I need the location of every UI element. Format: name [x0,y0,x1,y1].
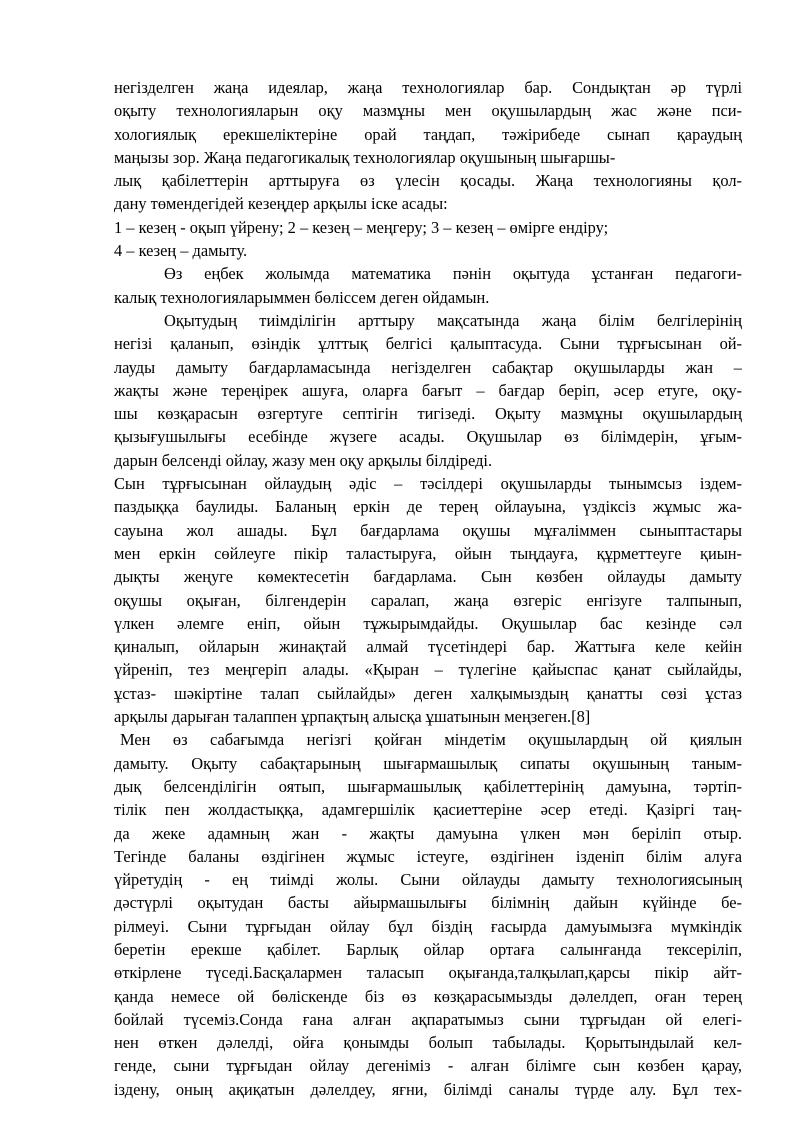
text-line: үлкен әлемге еніп, ойын тұжырымдайды. Оқушылар бас кезінде сәл [114,613,742,633]
text-line: лық қабілеттерін арттыруға өз үлесін қосады. Жаңа технологияны қол- [114,171,742,191]
text-line: нен өткен дәлелді, ойға қонымды болып табылады. Қорытындылай кел- [114,1033,742,1053]
text-line: Сын тұрғысынан ойлаудың әдіс – тәсілдері оқушыларды тынымсыз іздем- [114,474,742,494]
text-line: оқушы оқыған, білгендерін саралап, жаңа өзгеріс енгізуге талпынып, [114,590,742,610]
text-line: іздену, оның ақиқатын дәлелдеу, яғни, білімді саналы түрде алу. Бұл тех- [114,1079,742,1099]
text-line: дәстүрлі оқытудан басты айырмашылығы білімнің дайын күйінде бе- [114,893,742,913]
text-line: үйреніп, тез меңгеріп алады. «Қыран – түлегіне қайыспас қанат сыйлайды, [114,660,742,680]
text-line: ұстаз- шәкіртіне талап сыйлайды» деген халқымыздың қанатты сөзі ұстаз [114,683,742,703]
document-page [114,76,742,1101]
text-line: дықты жеңуге көмектесетін бағдарлама. Сын көзбен ойлауды дамыту [114,567,742,587]
text-line: қанда немесе ой бөліскенде біз өз көзқарасымызды дәлелдеп, оған терең [114,986,742,1006]
text-line: бойлай түсеміз.Сонда ғана алған ақпаратымыз сыни тұрғыдан ой елегі- [114,1009,742,1029]
text-line: сауына жол ашады. Бұл бағдарлама оқушы мұғаліммен сыныптастары [114,520,742,540]
text-line: үйретудің - ең тиімді жолы. Сыни ойлауды дамыту технологиясының [114,870,742,890]
text-line: хологиялық ерекшеліктеріне орай таңдап, тәжірибеде сынап қараудың [114,124,742,144]
text-line: өткірлене түседі.Басқалармен таласып оқығанда,талқылап,қарсы пікір айт- [114,963,742,983]
text-line: оқыту технологияларын оқу мазмұны мен оқушылардың жас және пси- [114,101,742,121]
text-line: дық белсенділігін оятып, шығармашылық қабілеттерінің дамуына, тәртіп- [114,776,742,796]
text-line: 1 – кезең - оқып үйрену; 2 – кезең – меңгеру; 3 – кезең – өмірге ендіру; [114,217,609,237]
text-line: жақты және тереңірек ашуға, оларға бағыт – бағдар беріп, әсер етуге, оқу- [114,380,742,400]
text-line: паздыққа баулиды. Баланың еркін де терең ойлауына, үздіксіз жұмыс жа- [114,497,742,517]
text-line: шы көзқарасын өзгертуге септігін тигізеді. Оқыту мазмұны оқушылардың [114,404,742,424]
text-line: 4 – кезең – дамыту. [114,241,248,261]
text-line: Өз еңбек жолымда математика пәнін оқытуда ұстанған педагоги- [164,264,742,284]
text-line: дану төмендегідей кезеңдер арқылы іске асады: [114,194,448,214]
text-line: Оқытудың тиімділігін арттыру мақсатында жаңа білім белгілерінің [164,310,742,330]
text-line: Тегінде баланы өздігінен жұмыс істеуге, өздігінен ізденіп білім алуға [114,846,742,866]
text-line: Мен өз сабағымда негізгі қойған міндетім оқушылардың ой қиялын [120,730,742,750]
text-line: маңызы зор. Жаңа педагогикалық технологиялар оқушының шығаршы- [114,147,616,167]
text-line: негізделген жаңа идеялар, жаңа технологиялар бар. Сондықтан әр түрлі [114,78,742,97]
text-line: негізі қаланып, өзіндік ұлттық белгісі қалыптасуда. Сыни тұрғысынан ой- [114,334,742,354]
text-line: калық технологияларыммен бөліссем деген ойдамын. [114,287,490,307]
text-line: генде, сыни тұрғыдан ойлау дегеніміз - алған білімге сын көзбен қарау, [114,1056,742,1076]
text-line: лауды дамыту бағдарламасында негізделген сабақтар оқушыларды жан – [114,357,742,377]
text-line: да жеке адамның жан - жақты дамуына үлкен мән беріліп отыр. [114,823,742,843]
text-line: дарын белсенді ойлау, жазу мен оқу арқылы білдіреді. [114,450,493,470]
text-line: рілмеуі. Сыни тұрғыдан ойлау бұл біздің ғасырда дамуымызға мүмкіндік [114,916,742,936]
text-line: қызығушылығы есебінде жүзеге асады. Оқушылар өз білімдерін, ұғым- [114,427,742,447]
text-line: мен еркін сөйлеуге пікір таластыруға, ойын тыңдауға, құрметтеуге қиын- [114,543,742,563]
text-line: дамыту. Оқыту сабақтарының шығармашылық сипаты оқушының таным- [114,753,742,773]
text-line: арқылы дарыған талаппен ұрпақтың алысқа ұшатынын меңзеген.[8] [114,707,591,727]
text-line: қиналып, ойларын жинақтай алмай түсетіндері бар. Жаттыға келе кейін [114,637,742,657]
text-line: беретін ерекше қабілет. Барлық ойлар ортаға салынғанда тексеріліп, [114,939,742,959]
text-line: тілік пен жолдастыққа, адамгершілік қасиеттеріне әсер етеді. Қазіргі таң- [114,800,742,820]
